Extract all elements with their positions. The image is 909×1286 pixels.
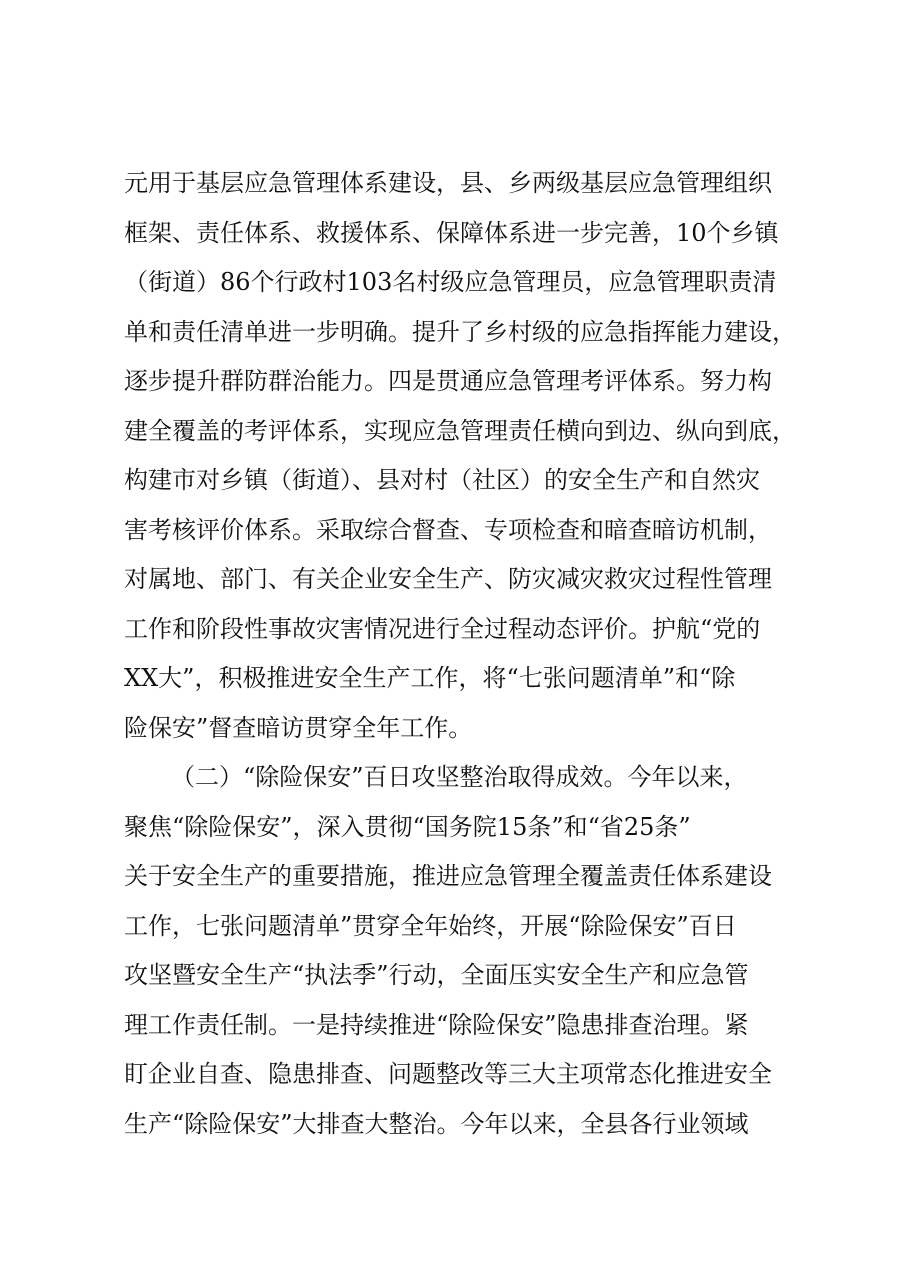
text-line: 单和责任清单进一步明确。提升了乡村级的应急指挥能力建设， bbox=[124, 318, 796, 346]
text-line: 对属地、部门、有关企业安全生产、防灾减灾救灾过程性管理 bbox=[124, 565, 772, 593]
text-line: XX大”，积极推进安全生产工作，将“七张问题清单”和“除 bbox=[124, 664, 736, 692]
text-line: 关于安全生产的重要措施，推进应急管理全覆盖责任体系建设 bbox=[124, 862, 772, 890]
text-line: 工作，七张问题清单”贯穿全年始终，开展“除险保安”百日 bbox=[124, 912, 737, 940]
text-line: 建全覆盖的考评体系，实现应急管理责任横向到边、纵向到底， bbox=[124, 417, 796, 445]
text-line: 理工作责任制。一是持续推进“除险保安”隐患排查治理。紧 bbox=[124, 1011, 749, 1039]
text-line: 攻坚暨安全生产“执法季”行动，全面压实安全生产和应急管 bbox=[124, 961, 749, 989]
text-line: 害考核评价体系。采取综合督查、专项检查和暗查暗访机制， bbox=[124, 516, 772, 544]
text-line: （街道）86个行政村103名村级应急管理员，应急管理职责清 bbox=[124, 268, 777, 296]
text-line: 构建市对乡镇（街道）、县对村（社区）的安全生产和自然灾 bbox=[124, 466, 760, 494]
text-line: 生产“除险保安”大排查大整治。今年以来，全县各行业领域 bbox=[124, 1110, 749, 1138]
text-line: 聚焦“除险保安”，深入贯彻“国务院15条”和“省25条” bbox=[124, 813, 691, 841]
text-line: 工作和阶段性事故灾害情况进行全过程动态评价。护航“党的 bbox=[124, 615, 761, 643]
text-line: 元用于基层应急管理体系建设，县、乡两级基层应急管理组织 bbox=[124, 169, 772, 197]
text-line: 逐步提升群防群治能力。四是贯通应急管理考评体系。努力构 bbox=[124, 367, 772, 395]
text-line: 险保安”督查暗访贯穿全年工作。 bbox=[124, 714, 473, 742]
text-line: 盯企业自查、隐患排查、问题整改等三大主项常态化推进安全 bbox=[124, 1060, 772, 1088]
section-heading-line: （二）“除险保安”百日攻坚整治取得成效。今年以来， bbox=[171, 763, 748, 791]
text-line: 框架、责任体系、救援体系、保障体系进一步完善，10个乡镇 bbox=[124, 219, 779, 247]
